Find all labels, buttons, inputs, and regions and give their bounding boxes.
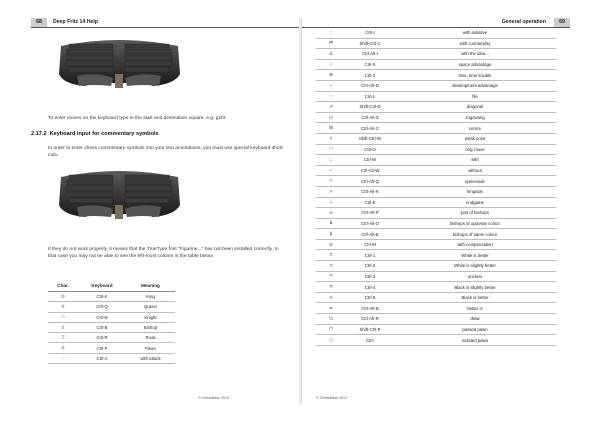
left-footer: © ChessBase 2013 — [197, 396, 229, 400]
keyboard-cell: Ctrl- — [346, 335, 394, 346]
table-row — [316, 165, 556, 176]
keyboard-cell: Shift-Ctrl-P — [346, 324, 394, 335]
table-row — [316, 282, 556, 293]
meaning-cell: centre — [394, 123, 556, 134]
meaning-cell: diagonal — [394, 102, 556, 113]
keyboard-cell: Ctrl-Alt-Q — [346, 176, 394, 187]
meaning-cell: Queen — [126, 302, 175, 312]
meaning-cell: time, time trouble — [394, 70, 556, 81]
symbol-cell: ♝ — [316, 229, 346, 240]
symbol-cell: ⇄ — [316, 38, 346, 49]
meaning-cell: White is better — [394, 250, 556, 261]
right-page-number: 69 — [554, 18, 570, 27]
meaning-cell: zugzwang — [394, 112, 556, 123]
keyboard-cell: Shift-Ctrl-C — [346, 38, 394, 49]
keyboard-cell: Ctrl-N — [78, 312, 126, 322]
symbol-cell: ♗ — [48, 322, 78, 332]
table-row — [316, 303, 556, 314]
meaning-cell: bishops of same colour — [394, 229, 556, 240]
table-row — [316, 155, 556, 166]
meaning-cell: passed pawn — [394, 324, 556, 335]
symbol-cell: < — [316, 176, 346, 187]
section-number: 2.17.2 — [31, 131, 47, 137]
left-page-header — [31, 18, 299, 28]
meaning-cell: Bishop — [126, 322, 175, 332]
table-row — [316, 144, 556, 155]
keyboard-cell: Ctrl-Alt-K — [346, 186, 394, 197]
para-font: If they do not work properly, it means that the TrueType font "Figurine..." has not been installed correctly. In that case you may not be able to see the left-most column in the table below. — [48, 247, 279, 259]
table-row — [316, 239, 556, 250]
meaning-cell: with compensation — [394, 239, 556, 250]
symbol-cell: ∆ — [316, 49, 346, 60]
keyboard-cell: Ctrl-I — [346, 28, 394, 38]
meaning-cell: pair of bishops — [394, 208, 556, 219]
meaning-cell: White is slightly better — [394, 261, 556, 272]
keyboard-cell: Ctrl-E — [346, 197, 394, 208]
table-row — [316, 292, 556, 303]
symbol-cell: ⊕ — [316, 70, 346, 81]
symbol-cell: ≅ — [316, 239, 346, 250]
keyboard-cell: Ctrl-W — [346, 155, 394, 166]
table-row — [316, 91, 556, 102]
keyboard-cell: Ctrl-Z — [346, 70, 394, 81]
symbol-cell: ∟ — [316, 155, 346, 166]
table-row — [316, 70, 556, 81]
keyboard-cell: Ctrl-4 — [346, 282, 394, 293]
col-header-char: Char. — [48, 279, 78, 292]
symbol-cell: × — [316, 133, 346, 144]
symbol-cell: ∓ — [316, 292, 346, 303]
table-row — [316, 324, 556, 335]
table-row — [48, 312, 175, 322]
table-row — [316, 80, 556, 91]
table-row — [48, 343, 175, 353]
meaning-cell: space advantage — [394, 59, 556, 70]
table-row — [316, 250, 556, 261]
keyboard-cell: Ctrl-B — [78, 322, 126, 332]
table-row — [316, 123, 556, 134]
keyboard-cell: Ctrl-K — [78, 292, 126, 302]
symbol-cell: ⌓ — [316, 303, 346, 314]
symbol-cell: = — [316, 271, 346, 282]
left-page — [31, 18, 299, 404]
symbol-cell: □ — [316, 144, 346, 155]
keyboard-cell: Ctrl-Alt-B — [346, 303, 394, 314]
meaning-cell: isolated pawn — [394, 335, 556, 346]
keyboard-cell: Ctrl-Alt-E — [346, 229, 394, 240]
meaning-cell: queenside — [394, 176, 556, 187]
keyboard-cell: Shift-Ctrl-D — [346, 102, 394, 113]
keyboard-cell: Ctrl-Alt-Z — [346, 112, 394, 123]
meaning-cell: with — [394, 155, 556, 166]
symbol-cell: ♔ — [48, 292, 78, 302]
symbol-cell: ♕ — [48, 302, 78, 312]
meaning-cell: with initiative — [394, 28, 556, 38]
keyboard-cell: Ctrl-S — [346, 59, 394, 70]
keyboard-cell: Ctrl-L — [346, 91, 394, 102]
symbols-table-right — [316, 28, 556, 346]
symbols-table-left — [48, 279, 175, 364]
right-header-title: General operation — [501, 19, 546, 25]
meaning-cell: with attack — [126, 353, 175, 363]
keyboard-cell: Ctrl-Alt-W — [346, 165, 394, 176]
para-moves: To enter moves on the keyboard type in the start and destination square, e.g. g1f3. — [48, 116, 227, 121]
table-row — [316, 229, 556, 240]
right-page — [301, 18, 570, 404]
symbol-cell: ♖ — [48, 333, 78, 343]
table-row — [48, 302, 175, 312]
meaning-cell: file — [394, 91, 556, 102]
symbol-cell: ⇔ — [316, 91, 346, 102]
symbol-cell: ⊞ — [316, 123, 346, 134]
meaning-cell: kingside — [394, 186, 556, 197]
table-row — [48, 292, 175, 302]
keyboard-cell: Ctrl-O — [346, 144, 394, 155]
symbol-cell: ⊙ — [316, 112, 346, 123]
symbol-cell: → — [48, 353, 78, 363]
meaning-cell: without — [394, 165, 556, 176]
table-row — [316, 112, 556, 123]
meaning-cell: King — [126, 292, 175, 302]
symbol-cell: > — [316, 186, 346, 197]
keyboard-cell: Ctrl-A — [78, 353, 126, 363]
table-row — [316, 271, 556, 282]
left-header-title: Deep Fritz 14 Help — [53, 19, 98, 25]
keyboard-cell: Ctrl-R — [78, 333, 126, 343]
symbol-cell: ↑ — [316, 28, 346, 38]
meaning-cell: bishops of opposite colour — [394, 218, 556, 229]
table-row — [316, 186, 556, 197]
meaning-cell: Rook — [126, 333, 175, 343]
section-title: Keyboard input for commentary symbols — [49, 131, 159, 137]
keyboard-cell: Ctrl-3 — [346, 271, 394, 282]
keyboard-cell: Shift-Ctrl-W — [346, 133, 394, 144]
col-header-meaning: Meaning — [126, 279, 175, 292]
para-intro: In order to enter chess commentary symbols into your text annotations, you must use special keyboard short cuts. — [48, 146, 283, 158]
table-row — [316, 208, 556, 219]
right-page-header — [302, 18, 570, 28]
table-row — [316, 218, 556, 229]
symbol-cell: ⌐ — [316, 165, 346, 176]
section-heading — [31, 131, 159, 137]
table-row — [48, 333, 175, 343]
symbol-cell: ⇗ — [316, 102, 346, 113]
symbol-cell: ○ — [316, 80, 346, 91]
table-row — [316, 314, 556, 325]
table-row — [316, 261, 556, 272]
meaning-cell: Knight — [126, 312, 175, 322]
keyboard-cell: Ctrl-Alt-D — [346, 80, 394, 91]
meaning-cell: better is — [394, 303, 556, 314]
keyboard-cell: Ctrl-5 — [346, 292, 394, 303]
table-row — [316, 176, 556, 187]
symbol-cell: ∓ — [316, 282, 346, 293]
table-row — [316, 133, 556, 144]
meaning-cell: development advantage — [394, 80, 556, 91]
keyboard-cell: Ctrl-M — [346, 239, 394, 250]
table-row — [316, 102, 556, 113]
right-footer: © ChessBase 2013 — [316, 396, 348, 400]
symbol-cell: ½ — [316, 314, 346, 325]
meaning-cell: weak point — [394, 133, 556, 144]
meaning-cell: unclear — [394, 271, 556, 282]
keyboard-cell: Ctrl-Alt-O — [346, 218, 394, 229]
table-row — [316, 28, 556, 38]
keyboard-cell: Ctrl-Alt-R — [346, 314, 394, 325]
keyboard-cell: Ctrl-Alt-C — [346, 123, 394, 134]
symbol-cell: ♙ — [48, 343, 78, 353]
keyboard-cell: Ctrl-Alt-I — [346, 49, 394, 60]
table-row — [316, 49, 556, 60]
meaning-cell: with the idea... — [394, 49, 556, 60]
ergonomic-keyboard-image — [57, 34, 182, 94]
meaning-cell: draw — [394, 314, 556, 325]
table-row — [316, 38, 556, 49]
ergonomic-keyboard-image-2 — [57, 165, 182, 225]
keyboard-cell: Ctrl-Alt-P — [346, 208, 394, 219]
symbol-cell: ◇ — [316, 335, 346, 346]
keyboard-cell: Ctrl-Q — [78, 302, 126, 312]
symbol-cell: ⊥ — [316, 197, 346, 208]
table-row — [316, 335, 556, 346]
col-header-keyboard: Keyboard — [78, 279, 126, 292]
meaning-cell: Black is better — [394, 292, 556, 303]
table-header-row — [48, 279, 175, 292]
meaning-cell: with counterplay — [394, 38, 556, 49]
table-row — [48, 322, 175, 332]
keyboard-cell: Ctrl-1 — [346, 250, 394, 261]
symbol-cell: ± — [316, 250, 346, 261]
meaning-cell: endgame — [394, 197, 556, 208]
table-row — [316, 197, 556, 208]
left-page-number: 68 — [31, 18, 47, 27]
meaning-cell: Pawn — [126, 343, 175, 353]
table-row — [48, 353, 175, 363]
symbol-cell: ○ — [316, 59, 346, 70]
symbol-cell: ⊓ — [316, 324, 346, 335]
symbol-cell: ♘ — [48, 312, 78, 322]
meaning-cell: only move — [394, 144, 556, 155]
keyboard-cell: Ctrl-2 — [346, 261, 394, 272]
symbol-cell: ∞ — [316, 208, 346, 219]
symbol-cell: ♝ — [316, 218, 346, 229]
symbol-cell: ± — [316, 261, 346, 272]
table-row — [316, 59, 556, 70]
keyboard-cell: Ctrl-P — [78, 343, 126, 353]
meaning-cell: Black is slightly better — [394, 282, 556, 293]
